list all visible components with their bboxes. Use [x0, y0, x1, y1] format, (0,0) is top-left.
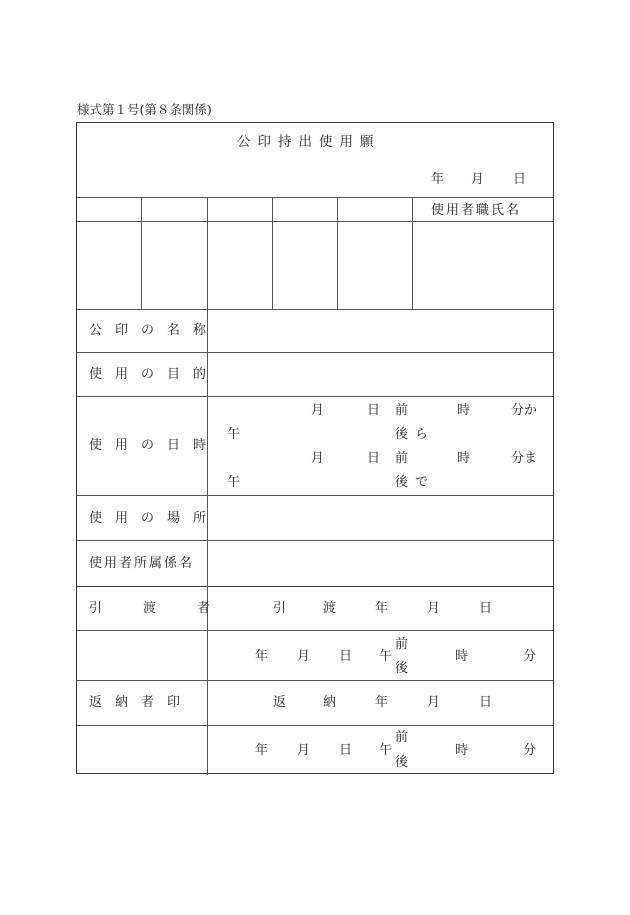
handover-time-hour: 時: [455, 649, 469, 664]
handover-time-minute: 分: [523, 649, 537, 664]
handover-day: 日: [479, 601, 493, 616]
row-divider: [77, 309, 553, 310]
handover-time-year: 年: [255, 649, 269, 664]
datetime-month-1: 月: [311, 403, 325, 418]
return-month: 月: [427, 695, 441, 710]
affiliation-label: 使用者所属係名: [89, 556, 195, 571]
row-divider: [77, 630, 553, 631]
datetime-month-2: 月: [311, 451, 325, 466]
handover-label: 引 渡 者: [89, 601, 225, 616]
handover-char-1: 引: [273, 601, 287, 616]
return-time-am: 前: [395, 730, 409, 745]
date-year: 年: [431, 172, 445, 187]
row-divider: [77, 586, 553, 587]
handover-time-am: 前: [395, 637, 409, 652]
return-day: 日: [479, 695, 493, 710]
datetime-pm-2: 後: [395, 475, 409, 490]
datetime-to-tail: で: [415, 475, 429, 490]
return-year: 年: [375, 695, 389, 710]
row-divider: [77, 725, 553, 726]
datetime-label: 使用の日時: [89, 438, 220, 453]
form-number-caption: 様式第１号(第８条関係): [77, 102, 212, 117]
place-label: 使用の場所: [89, 511, 220, 526]
return-time-month: 月: [297, 743, 311, 758]
form-title: 公印持出使用願: [237, 134, 381, 150]
datetime-day-1: 日: [367, 403, 381, 418]
datetime-min-to: 分ま: [511, 451, 538, 466]
seal-name-label: 公印の名称: [89, 323, 220, 338]
row-divider: [77, 680, 553, 681]
row-divider: [77, 352, 553, 353]
row-divider: [77, 221, 553, 222]
handover-time-day: 日: [339, 649, 353, 664]
datetime-min-from: 分か: [511, 403, 538, 418]
return-time-hour: 時: [455, 743, 469, 758]
handover-char-2: 渡: [323, 601, 337, 616]
datetime-noon-2: 午: [227, 475, 241, 490]
user-name-header: 使用者職氏名: [431, 203, 522, 218]
purpose-label: 使用の目的: [89, 367, 220, 382]
return-char-2: 納: [323, 695, 337, 710]
return-time-year: 年: [255, 743, 269, 758]
datetime-am-1: 前: [395, 403, 409, 418]
datetime-hour-1: 時: [457, 403, 471, 418]
handover-time-month: 月: [297, 649, 311, 664]
column-divider: [337, 197, 338, 309]
handover-year: 年: [375, 601, 389, 616]
date-month: 月: [471, 172, 485, 187]
handover-month: 月: [427, 601, 441, 616]
return-time-pm: 後: [395, 755, 409, 770]
return-time-noon: 午: [379, 743, 393, 758]
datetime-am-2: 前: [395, 451, 409, 466]
date-day: 日: [513, 172, 527, 187]
row-divider: [77, 495, 553, 496]
column-divider: [272, 197, 273, 309]
column-divider: [412, 197, 413, 309]
column-divider: [207, 197, 208, 775]
return-char-1: 返: [273, 695, 287, 710]
handover-time-noon: 午: [379, 649, 393, 664]
row-divider: [77, 540, 553, 541]
row-divider: [77, 396, 553, 397]
datetime-noon-1: 午: [227, 427, 241, 442]
return-time-minute: 分: [523, 743, 537, 758]
datetime-day-2: 日: [367, 451, 381, 466]
return-time-day: 日: [339, 743, 353, 758]
datetime-hour-2: 時: [457, 451, 471, 466]
datetime-pm-1: 後: [395, 427, 409, 442]
handover-time-pm: 後: [395, 661, 409, 676]
seal-usage-form: [76, 122, 554, 774]
datetime-from-tail: ら: [415, 427, 429, 442]
return-seal-label: 返納者印: [89, 695, 194, 710]
column-divider: [141, 197, 142, 309]
row-divider: [77, 197, 553, 198]
